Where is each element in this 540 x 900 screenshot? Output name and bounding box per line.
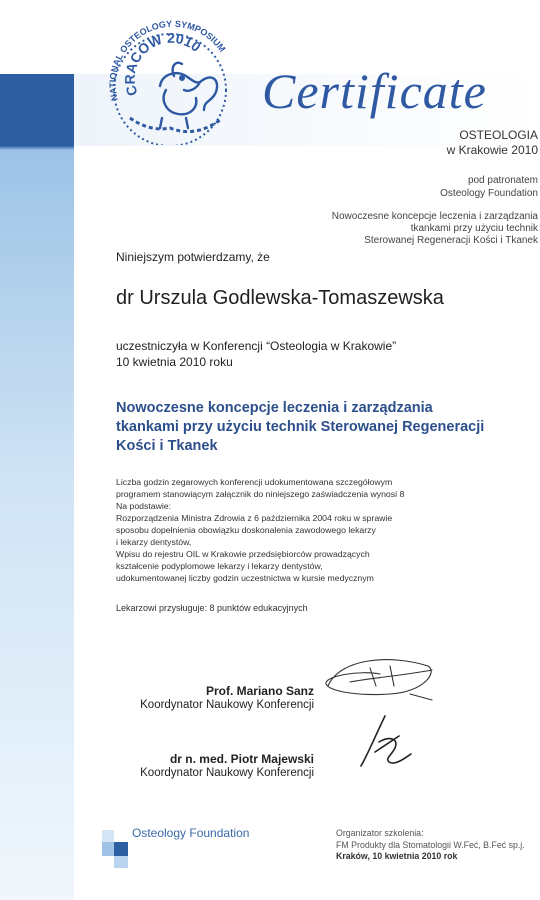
organizer-label: Organizator szkolenia: [336,828,424,838]
event-block [447,128,538,158]
course-line: Sterowanej Regeneracji Kości i Tkanek [364,235,538,246]
topic-line: Nowoczesne koncepcje leczenia i zarządzania [116,400,433,416]
signatory-role: Koordynator Naukowy Konferencji [140,699,314,711]
dragon-icon [160,63,217,128]
signature-sanz [320,648,440,708]
education-points: Lekarzowi przysługuje: 8 punktów edukacyjnych [116,603,308,613]
patronage-block [440,174,538,200]
certificate-title: Certificate [262,63,487,119]
intro-text: Niniejszym potwierdzamy, że [116,250,270,264]
details-line: Na podstawie: [116,501,172,511]
conference-topic [116,399,526,456]
patronage-label: pod patronatem [467,175,538,186]
topic-line: Kości i Tkanek [116,438,218,454]
details-paragraph [116,476,536,584]
event-place: w Krakowie 2010 [446,143,538,157]
left-decorative-band [0,74,74,900]
foundation-brand: Osteology Foundation [132,826,250,840]
organizer-block [336,828,525,863]
details-line: programem stanowiącym załącznik do niniejszego zaświadczenia wynosi 8 [116,489,405,499]
details-line: udokumentowanej liczby godzin uczestnictwa w kursie medycznym [116,573,374,583]
details-line: Wpisu do rejestru OIL w Krakowie przedsiębiorców prowadzących [116,549,370,559]
participation-text [116,338,396,370]
course-line: tkankami przy użyciu technik [410,223,538,234]
details-line: kształcenie podyplomowe lekarzy i lekarzy dentystów, [116,561,323,571]
organizer-name: FM Produkty dla Stomatologii W.Feć, B.Feć sp.j. [336,839,525,850]
signature-majewski [355,712,415,772]
signatory-name: Prof. Mariano Sanz [205,684,314,698]
logo-cracow-text: CRACOW 2010 [121,29,204,98]
details-line: Liczba godzin zegarowych konferencji udokumentowana szczegółowym [116,477,393,487]
signatory-name: dr n. med. Piotr Majewski [169,752,314,766]
logo-base-line [130,118,220,132]
details-line: sposobu dopełnienia obowiązku doskonalenia zawodowego lekarzy [116,525,376,535]
topic-line: tkankami przy użyciu technik Sterowanej Regeneracji [116,419,485,435]
band-dark-block [0,74,74,146]
participation-line: uczestniczyła w Konferencji “Osteologia w Krakowie” [116,339,397,353]
logo-ring-text: NATIONAL OSTEOLOGY SYMPOSIUM [107,20,228,102]
place-date: Kraków, 10 kwietnia 2010 rok [336,851,458,861]
symposium-logo [100,20,240,145]
course-title-small [332,211,538,247]
details-line: Rozporządzenia Ministra Zdrowia z 6 października 2004 roku w sprawie [116,513,393,523]
participation-line: 10 kwietnia 2010 roku [116,355,233,369]
course-line: Nowoczesne koncepcje leczenia i zarządzania [331,211,538,222]
details-line: i lekarzy dentystów, [116,537,192,547]
signatory-role: Koordynator Naukowy Konferencji [140,767,314,779]
patron-name: Osteology Foundation [440,188,538,199]
signatory-1 [140,684,314,712]
signatory-2 [140,752,314,780]
participant-name: dr Urszula Godlewska-Tomaszewska [116,287,444,309]
event-name: OSTEOLOGIA [459,128,538,142]
